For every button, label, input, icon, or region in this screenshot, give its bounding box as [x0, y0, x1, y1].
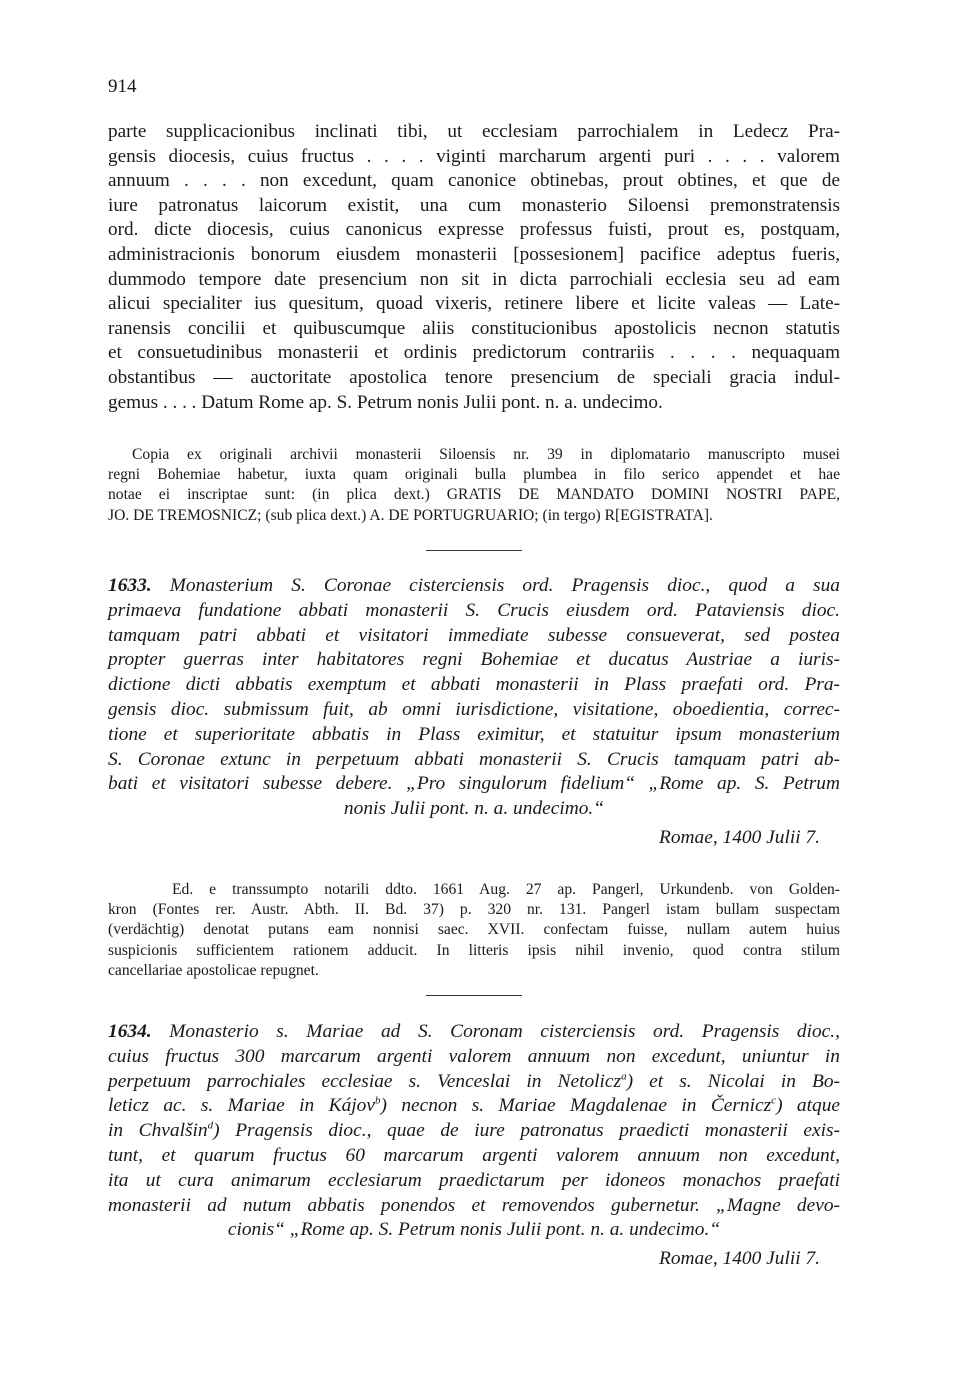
regest-line: dictione dicti abbatis exemptum et abbati monasterii in Plass praefati ord. Pra- — [108, 674, 840, 696]
note-line: Copia ex originali archivii monasterii Siloensis nr. 39 in diplomatario manuscripto musei — [132, 446, 840, 463]
regest-text: perpetuum parrochiales ecclesiae s. Venceslai in Netolicz — [108, 1070, 622, 1092]
text-line: dummodo tempore date presencium non sit in dicta parrochiali ecclesia seu ad eam — [108, 268, 840, 290]
entry-date: Romae, 1400 Julii 7. — [658, 1248, 820, 1270]
text-line: gensis diocesis, cuius fructus . . . . viginti marcharum argenti puri . . . . valorem — [108, 145, 840, 167]
text-line: alicui specialiter ius quesitum, quoad vixeris, retinere libere et licite valeas — Late- — [108, 293, 840, 315]
regest-line: primaeva fundatione abbati monasterii S. Crucis eiusdem ord. Pataviensis dioc. — [108, 599, 840, 621]
text-line: gemus . . . . Datum Rome ap. S. Petrum nonis Julii pont. n. a. undecimo. — [108, 391, 663, 413]
regest-line — [108, 1070, 840, 1095]
note-line: suspicionis sufficientem rationem adducit. In litteris ipsis nihil invenio, quod contra stilum — [108, 941, 840, 959]
regest-text: leticz ac. s. Mariae in Kájov — [108, 1095, 375, 1117]
regest-text: ) et s. Nicolai in Bo- — [626, 1070, 840, 1092]
regest-line — [108, 1094, 840, 1119]
regest-line: cionis“ „Rome ap. S. Petrum nonis Julii pont. n. a. undecimo.“ — [227, 1219, 721, 1241]
text-line: annuum . . . . non excedunt, quam canonice obtinebas, prout obtines, et que de — [108, 170, 840, 192]
regest-line: monasterii ad nutum abbatis ponendos et removendos gubernetur. „Magne devo- — [108, 1194, 840, 1216]
text-line: ranensis concilii et quibuscumque aliis constitucionibus apostolicis necnon statutis — [108, 317, 840, 339]
note-line: kron (Fontes rer. Austr. Abth. II. Bd. 37) p. 320 nr. 131. Pangerl istam bullam suspectam — [108, 901, 840, 919]
regest-line: bati et visitatori subesse debere. „Pro singulorum fidelium“ „Rome ap. S. Petrum — [108, 773, 840, 795]
note-line: Ed. e transsumpto notarili ddto. 1661 Aug. 27 ap. Pangerl, Urkundenb. von Golden- — [172, 881, 840, 898]
regest-line: propter guerras inter habitatores regni Bohemiae et ducatus Austriae a iuris- — [108, 649, 840, 671]
entry-1633-note — [108, 880, 840, 981]
regest-line: ita ut cura animarum ecclesiarum praedictarum per idoneos monachos praefati — [108, 1169, 840, 1191]
text-line: parte supplicacionibus inclinati tibi, ut ecclesiam parrochialem in Ledecz Pra- — [108, 121, 840, 142]
entry-number: 1633. — [108, 575, 152, 596]
note-line: cancellariae apostolicae repugnet. — [108, 961, 319, 979]
note-line: regni Bohemiae habetur, iuxta quam originali bulla plumbea in filo serico appendet et hae — [108, 466, 840, 484]
regest-text: ) Pragensis dioc., quae de iure patronatus praedicti monasterii exis- — [213, 1120, 840, 1142]
footnote-marker: b — [374, 1094, 381, 1107]
regest-text: ) atque — [776, 1095, 841, 1117]
entry-1633-regest — [108, 574, 840, 851]
regest-line: S. Coronae extunc in perpetuum abbati monasterii S. Crucis tamquam patri ab- — [108, 748, 840, 770]
note-line: JO. DE TREMOSNICZ; (sub plica dext.) A. DE PORTUGRUARIO; (in tergo) R[EGISTRATA]. — [108, 506, 713, 524]
page-number: 914 — [108, 76, 137, 97]
regest-line: cuius fructus 300 marcarum argenti valorem annuum non excedunt, uniuntur in — [108, 1045, 840, 1067]
entry-heading-line — [108, 574, 840, 599]
entry-date: Romae, 1400 Julii 7. — [658, 826, 820, 848]
section-divider — [426, 550, 522, 551]
regest-line: tione et superioritate abbatis in Plass eximitur, et statuitur ipsum monasterium — [108, 723, 840, 745]
footnote-marker: c — [771, 1094, 777, 1107]
text-line: iure patronatus laicorum existit, una cum monasterio Siloensi premonstratensis — [108, 194, 840, 216]
entry-number: 1634. — [108, 1021, 152, 1042]
regest-text: Monasterio s. Mariae ad S. Coronam cisterciensis ord. Pragensis dioc., — [169, 1021, 840, 1042]
regest-line: nonis Julii pont. n. a. undecimo.“ — [343, 798, 605, 820]
regest-line — [108, 1119, 840, 1144]
previous-document-text — [108, 120, 840, 415]
text-line: obstantibus — auctoritate apostolica tenore presencium de speciali gracia indul- — [108, 366, 840, 388]
text-line: administracionis bonorum eiusdem monasterii [possesionem] pacifice adeptus fueris, — [108, 243, 840, 265]
regest-text: in Chvalšin — [108, 1120, 208, 1142]
regest-line: gensis dioc. submissum fuit, ab omni iurisdictione, visitatione, oboedientia, correc- — [108, 698, 840, 720]
entry-1634-regest — [108, 1020, 840, 1272]
previous-document-note — [108, 445, 840, 526]
note-line: (verdächtig) denotat putans eam nonnisi saec. XVII. confectam fuisse, nullam autem huius — [108, 921, 840, 939]
regest-text: ) necnon s. Mariae Magdalenae in Černicz — [380, 1095, 772, 1117]
section-divider — [426, 995, 522, 996]
footnote-marker: a — [621, 1070, 627, 1083]
regest-line: tamquam patri abbati et visitatori immediate subesse consueverat, sed postea — [108, 624, 840, 646]
text-line: ord. dicte diocesis, cuius canonicus expresse professus fuisti, prout es, postquam, — [108, 219, 840, 241]
note-line: notae ei inscriptae sunt: (in plica dext.) GRATIS DE MANDATO DOMINI NOSTRI PAPE, — [108, 486, 840, 504]
regest-line: tunt, et quarum fructus 60 marcarum argenti valorem annuum non excedunt, — [108, 1144, 840, 1166]
text-line: et consuetudinibus monasterii et ordinis predictorum contrariis . . . . nequaquam — [108, 342, 840, 364]
regest-text: Monasterium S. Coronae cisterciensis ord. Pragensis dioc., quod a sua — [169, 575, 840, 596]
entry-heading-line — [108, 1020, 840, 1045]
footnote-marker: d — [207, 1119, 214, 1132]
